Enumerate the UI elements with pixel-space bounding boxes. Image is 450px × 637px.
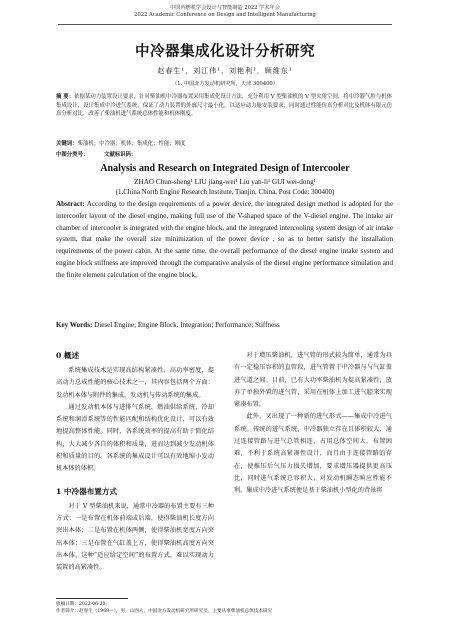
author-list: 赵春生¹，刘江伟¹，刘艳利¹，顾维东¹ [157, 67, 293, 75]
footnote-received: 收稿日期：2022-06-20; [56, 602, 108, 607]
english-keywords-label: Key Words: [56, 321, 93, 329]
body-paragraph: 对于增压柴油机，进气管的形式较为简单，通常为具有一定稳压容积的直管段，进气管置于中冷器与与气缸盖进气道之间。目前，已有大功率柴油机为提高紧凑性，放弃了单独外置的进气管，采用在机体上加工进气腔来实现紧凑布置。 [234, 352, 392, 409]
english-abstract-text: According to the design requirements of a power device, the integrated design method is adopted for the intercooler layout of the diesel engine, making full use of the V-shaped space of the V-diesel engine. The intake air chamber of intercooler is integrated with the engine block, and the integrated intercooling system design of air intake system, that make the overall size minimization of the power device , so as to better satisfy the installation requirements of the power cabin. At the same time, the overall performance of the diesel engine intake system and engine block stiffness are improved through the comparative analysis of the diesel engine performance simulation and the finite element calculation of the engine block。 [56, 200, 393, 279]
english-affiliation: (1.China North Engine Research Institute, Tianjin, China, Post Code: 300400) [115, 188, 335, 196]
section-heading-intercooler-layout: 1 中冷器布置方式 [56, 486, 118, 496]
body-paragraph: 对于 V 型柴油机来说，通常中冷器的布置主要有三种方式：一是布置在机体前端或后端，使得柴油机长度方向突出本体；二是布置在机体两侧，使得柴油机宽度方向突出本体；三是布置在气缸盖上方，使得柴油机高度方向突出本体。这种“适应给定空间”的布置方式，难以实现动力装置的高紧凑性。 [56, 502, 214, 572]
english-keywords-text: Diesel Engine; Engine Block, Integration; Performance; Stiffness [94, 321, 280, 329]
body-column-right [234, 350, 392, 498]
keywords-zh [56, 139, 392, 147]
body-column-left [56, 350, 214, 574]
header-rule [58, 24, 392, 25]
classification-line [56, 150, 392, 158]
header-line-en: 2022 Academic Conference on Design and Intelligent Manufacturing [134, 12, 316, 18]
abstract-zh-text: 依据某动力装置设计要求，针对柴油机中冷器布置采用集成化设计方法，充分利用 V 型柴油机的 V 型夹角空间，将中冷器气腔与机体集成设计，设计集成中冷进气系统，保证了动力装置的外廓尺寸最小化，以适应动力舱安装要求；同时通过性能仿真分析对比及机体有限元仿真分析对比，改善了柴油机进气系统总体性能和机体刚度。 [56, 94, 392, 118]
english-title: Analysis and Research on Integrated Design of Intercooler [100, 163, 350, 174]
english-abstract [56, 199, 393, 282]
footnote-author-bio: 作者简介：赵春生（1968—），男，山西人，中国北方发动机研究所研究员，主要从事柴油机总体技术研究 [56, 609, 273, 614]
body-paragraph: 此外，又出现了一种新的进气形式——集成中冷进气系统。传统的进气系统，中冷器独立存在且体积较大，通过连接管路与进气总管相连，占用总体空间大，布置困难，不利于系统高紧凑性设计，而且由于连接管路的存在，使推压后气压力损失增加，要求增压器提供更高压比，同时进气系统总容积大，对发动机瞬态响应性能不利。集成中冷进气系统便是基于柴油机小型化的背景将 [234, 413, 392, 495]
body-paragraph: 系统集成技术是实现高结构紧凑性、高功率密度，提高动力总成性能的核心技术之一，其内容包括两个方面：发动机本体与附件的集成，发动机与传动系统的集成。 [56, 367, 214, 399]
doc-code-label: 文献标识码： [104, 152, 137, 158]
keywords-zh-label: 关键词： [56, 141, 78, 147]
body-paragraph: 通过发动机本体与进排气系统、燃油供给系统、冷却系统和润滑系统等的性能匹配和结构优化设计，可以有效地提高整体性能。同时，各系统效率的提高有助于简化结构，大大减少各自的体积和质量，进而达到减少发动机体积和质量的目的。各系统的集成设计可以有效地缩小发动机本体的体积。 [56, 403, 214, 473]
english-authors: ZHAO Chun-sheng¹ LIU jiang-wei¹ Liu yan-li¹ GUI wei-dong¹ [134, 178, 316, 186]
clc-label: 中图分类号： [56, 152, 89, 158]
footnote [56, 601, 396, 615]
paper-title: 中冷器集成化设计分析研究 [135, 43, 315, 60]
section-heading-overview: 0 概述 [56, 351, 80, 360]
english-abstract-label: Abstract: [56, 200, 85, 208]
english-keywords [56, 321, 393, 329]
abstract-zh-label: 摘 要： [56, 94, 75, 100]
abstract-zh [56, 93, 392, 119]
footnote-rule [56, 598, 128, 599]
keywords-zh-text: 柴油机；中冷器；机体；集成化；性能；刚度 [77, 141, 186, 147]
affiliation: （1. 中国北方发动机研究所，天津 300400） [172, 81, 278, 87]
running-header [0, 5, 450, 19]
header-line-zh: 中国内燃机学会设计与智能制造 2022 学术年会 [170, 5, 280, 11]
